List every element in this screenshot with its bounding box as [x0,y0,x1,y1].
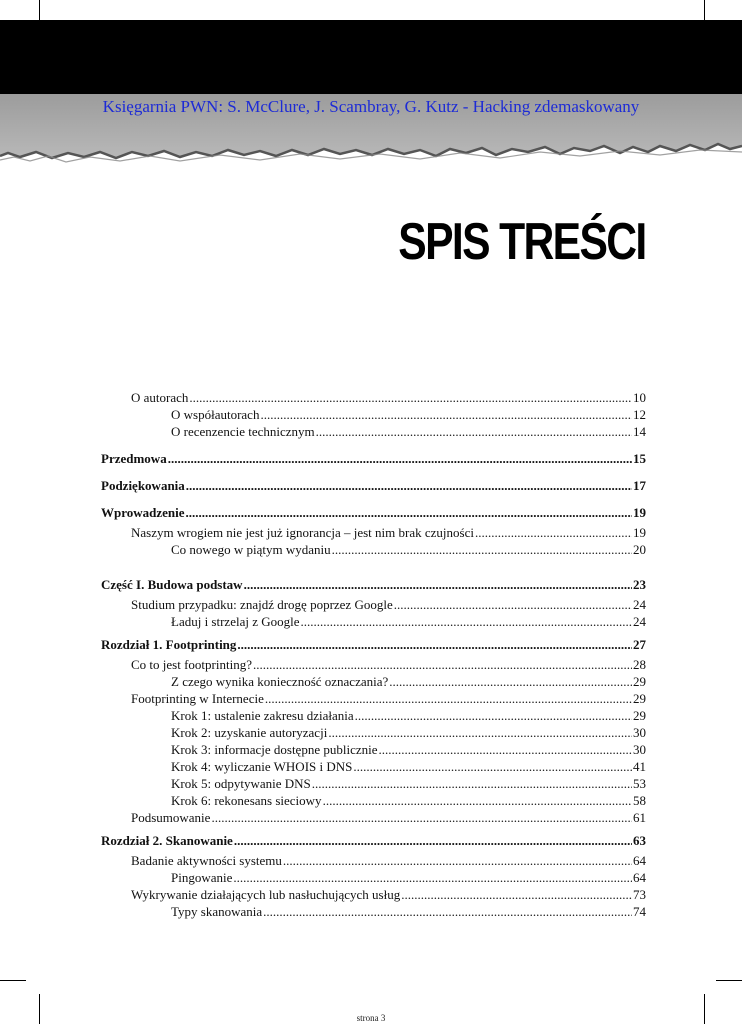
toc-entry-title: O współautorach [171,407,260,422]
toc-entry-page: 24 [633,597,646,612]
toc-entry-page: 30 [633,725,646,740]
toc-entry-title: Rozdział 1. Footprinting [101,637,237,652]
toc-entry-page: 74 [633,904,646,919]
toc-dot-leader [189,389,632,406]
toc-entry [101,596,646,613]
toc-entry [101,724,646,741]
toc-dot-leader [312,775,632,792]
toc-dot-leader [211,809,632,826]
toc-entry [101,450,646,467]
toc-entry [101,690,646,707]
toc-entry-page: 27 [633,637,646,652]
toc-entry [101,541,646,558]
toc-entry [101,477,646,494]
toc-entry-page: 23 [633,577,646,592]
toc-entry-title: Część I. Budowa podstaw [101,577,243,592]
toc-dot-leader [355,707,632,724]
toc-entry-title: Co to jest footprinting? [131,657,252,672]
toc-dot-leader [168,450,632,467]
toc-entry [101,852,646,869]
toc-dot-leader [401,886,632,903]
toc-entry-page: 30 [633,742,646,757]
toc-entry [101,656,646,673]
toc-dot-leader [301,613,632,630]
toc-entry-page: 63 [633,833,646,848]
toc-dot-leader [263,903,632,920]
toc-dot-leader [389,673,632,690]
toc-entry-page: 29 [633,674,646,689]
toc-dot-leader [186,504,632,521]
toc-entry-title: O recenzencie technicznym [171,424,315,439]
toc-entry-title: Krok 3: informacje dostępne publicznie [171,742,378,757]
toc-entry-page: 64 [633,853,646,868]
toc-entry [101,613,646,630]
toc-entry-title: Krok 5: odpytywanie DNS [171,776,311,791]
toc-dot-leader [475,524,632,541]
table-of-contents [101,389,646,920]
toc-entry-title: Co nowego w piątym wydaniu [171,542,331,557]
toc-entry [101,792,646,809]
toc-entry-title: Ładuj i strzelaj z Google [171,614,300,629]
toc-entry-page: 10 [633,390,646,405]
toc-entry-title: Rozdział 2. Skanowanie [101,833,233,848]
toc-entry [101,707,646,724]
running-header-title: Księgarnia PWN: S. McClure, J. Scambray, G. Kutz - Hacking zdemaskowany [102,97,640,116]
toc-entry [101,886,646,903]
page-footer-number: strona 3 [356,1013,386,1023]
toc-entry-page: 41 [633,759,646,774]
toc-entry-page: 20 [633,542,646,557]
toc-dot-leader [379,741,633,758]
toc-entry [101,809,646,826]
toc-entry-page: 53 [633,776,646,791]
toc-dot-leader [253,656,632,673]
toc-entry [101,524,646,541]
toc-entry-title: Naszym wrogiem nie jest już ignorancja – jest nim brak czujności [131,525,474,540]
toc-dot-leader [244,576,632,593]
toc-entry-page: 17 [633,478,646,493]
toc-entry-page: 28 [633,657,646,672]
toc-dot-leader [323,792,632,809]
toc-dot-leader [260,406,632,423]
toc-entry [101,903,646,920]
toc-entry-title: Podziękowania [101,478,185,493]
toc-entry [101,423,646,440]
toc-entry-title: O autorach [131,390,189,405]
toc-dot-leader [332,541,632,558]
toc-dot-leader [283,852,632,869]
toc-entry-page: 24 [633,614,646,629]
crop-mark [39,0,40,20]
chapter-title: SPIS TREŚCI [398,213,646,271]
toc-entry-title: Podsumowanie [131,810,211,825]
toc-entry [101,406,646,423]
toc-entry [101,775,646,792]
toc-dot-leader [394,596,632,613]
toc-entry-title: Badanie aktywności systemu [131,853,282,868]
toc-entry-title: Krok 4: wyliczanie WHOIS i DNS [171,759,353,774]
toc-entry [101,869,646,886]
toc-entry-title: Z czego wynika konieczność oznaczania? [171,674,389,689]
toc-dot-leader [265,690,632,707]
toc-entry-title: Krok 6: rekonesans sieciowy [171,793,322,808]
toc-entry [101,741,646,758]
toc-entry [101,832,646,849]
toc-entry [101,758,646,775]
toc-entry-title: Krok 1: ustalenie zakresu działania [171,708,354,723]
toc-dot-leader [328,724,632,741]
toc-entry-page: 14 [633,424,646,439]
crop-mark [0,980,26,981]
toc-entry-title: Krok 2: uzyskanie autoryzacji [171,725,328,740]
toc-entry [101,673,646,690]
toc-entry-page: 29 [633,708,646,723]
toc-entry-title: Studium przypadku: znajdź drogę poprzez Google [131,597,393,612]
toc-dot-leader [186,477,632,494]
toc-entry [101,389,646,406]
toc-entry [101,576,646,593]
toc-dot-leader [353,758,632,775]
toc-entry [101,504,646,521]
toc-entry-title: Przedmowa [101,451,167,466]
toc-entry-page: 19 [633,525,646,540]
toc-entry-page: 12 [633,407,646,422]
toc-entry [101,636,646,653]
toc-dot-leader [316,423,632,440]
toc-dot-leader [233,869,632,886]
toc-entry-page: 29 [633,691,646,706]
toc-entry-title: Footprinting w Internecie [131,691,264,706]
crop-mark [704,0,705,20]
toc-entry-title: Typy skanowania [171,904,263,919]
toc-entry-title: Wykrywanie działających lub nasłuchujących usług [131,887,401,902]
header-black-band [0,20,742,94]
toc-entry-page: 64 [633,870,646,885]
crop-mark [716,980,742,981]
toc-entry-title: Wprowadzenie [101,505,185,520]
toc-entry-page: 58 [633,793,646,808]
toc-entry-page: 19 [633,505,646,520]
toc-entry-title: Pingowanie [171,870,233,885]
toc-dot-leader [237,636,632,653]
toc-entry-page: 61 [633,810,646,825]
toc-entry-page: 15 [633,451,646,466]
toc-dot-leader [234,832,632,849]
toc-entry-page: 73 [633,887,646,902]
